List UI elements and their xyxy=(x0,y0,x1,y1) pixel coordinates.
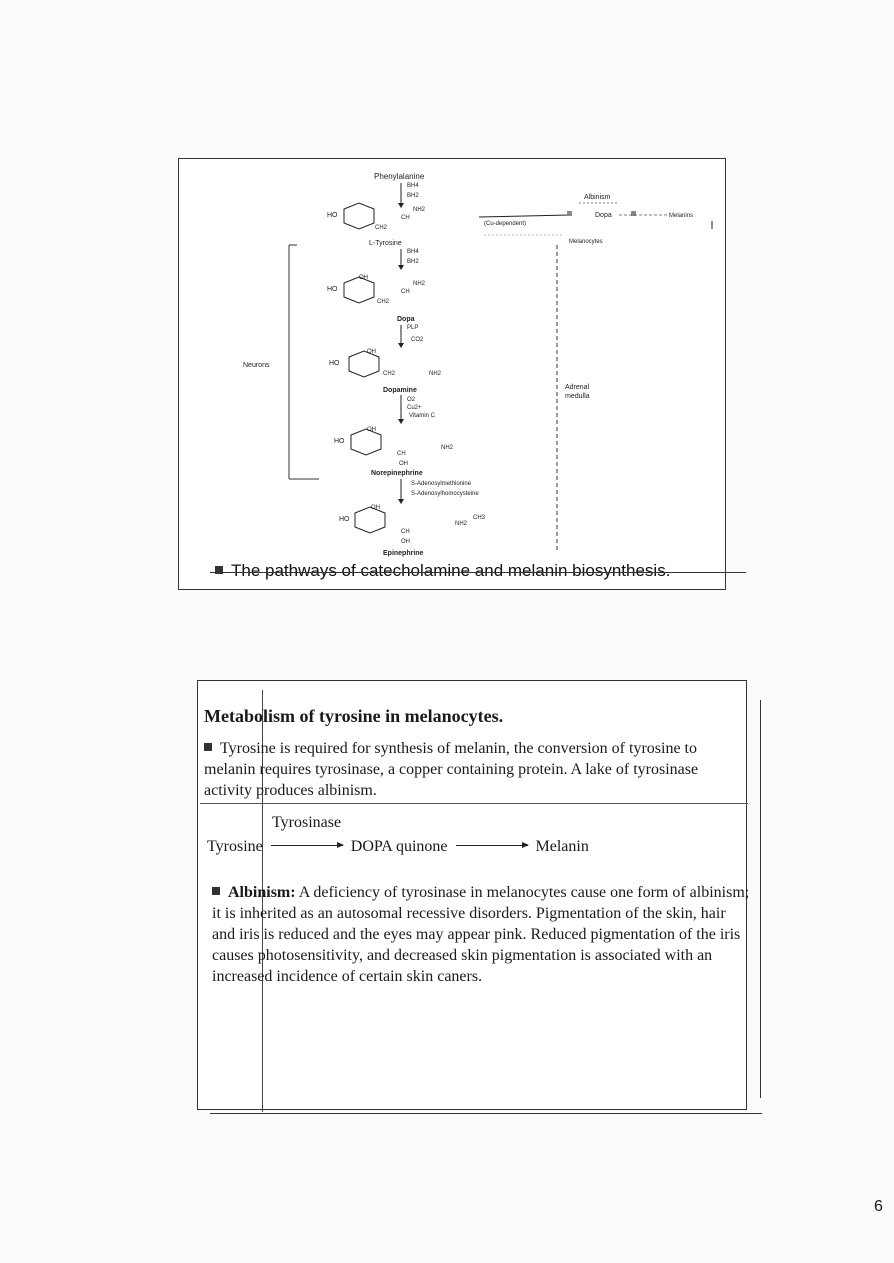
label-norepinephrine: Norepinephrine xyxy=(371,470,423,477)
paragraph-albinism xyxy=(212,882,752,987)
benzene-ring-5 xyxy=(355,507,385,533)
reaction-intermediate: DOPA quinone xyxy=(350,838,448,855)
label-bh2-1: BH2 xyxy=(407,193,419,199)
label-melanocytes: Melanocytes xyxy=(569,239,603,245)
paragraph2-text: A deficiency of tyrosinase in melanocytes cause one form of albinism; it is inherited as an autosomal recessive disorders. Pigmentation of the skin, hair and iris is reduced and the eyes may appear pink. Reduced pigmentation of the iris causes photosensitivity, and decreased skin pigmentation is associated with an increased incidence of certain skin caners. xyxy=(212,884,750,985)
caption-text: The pathways of catecholamine and melanin biosynthesis. xyxy=(231,561,671,580)
label-ho-5: HO xyxy=(339,516,350,523)
label-bh2-2: BH2 xyxy=(407,259,419,265)
label-nh2-3: NH2 xyxy=(429,371,442,377)
label-ch-1: CH xyxy=(401,215,410,221)
benzene-ring-1 xyxy=(344,203,374,229)
label-dopa: Dopa xyxy=(397,316,415,323)
paragraph1-text: Tyrosine is required for synthesis of melanin, the conversion of tyrosine to melanin requires tyrosinase, a copper containing protein. A lake of tyrosinase activity produces albinism. xyxy=(204,740,699,799)
label-co2: CO2 xyxy=(411,337,424,343)
label-oh-epi: OH xyxy=(371,505,380,511)
label-oh-dopamine: OH xyxy=(367,349,376,355)
label-oh-norepi-2: OH xyxy=(399,461,408,467)
label-sam: S-Adenosylmethionine xyxy=(411,481,472,487)
label-neurons: Neurons xyxy=(243,362,270,369)
label-sah: S-Adenosylhomocysteine xyxy=(411,491,479,497)
label-nh2-1: NH2 xyxy=(413,207,426,213)
label-bh4-1: BH4 xyxy=(407,183,419,189)
label-dopa-right: Dopa xyxy=(595,212,612,219)
label-epinephrine: Epinephrine xyxy=(383,550,424,557)
label-cu-dependent: (Cu-dependent) xyxy=(484,221,527,227)
label-adrenal: Adrenal xyxy=(565,384,590,391)
catecholamine-pathway-diagram xyxy=(179,159,727,559)
label-medulla: medulla xyxy=(565,393,590,400)
label-ho-1: HO xyxy=(327,212,338,219)
label-oh-dopa: OH xyxy=(359,275,368,281)
figure-caption xyxy=(215,561,670,581)
label-cu2: Cu2+ xyxy=(407,405,422,411)
caption-rule xyxy=(210,572,746,573)
label-l-tyrosine: L-Tyrosine xyxy=(369,240,402,247)
label-ch-2: CH xyxy=(401,289,410,295)
label-oh-norepi: OH xyxy=(367,427,376,433)
label-ch2-1: CH2 xyxy=(375,225,388,231)
label-ch2-2: CH2 xyxy=(377,299,390,305)
reaction-substrate: Tyrosine xyxy=(207,838,263,855)
label-nh-epi: NH2 xyxy=(455,521,468,527)
label-plp: PLP xyxy=(407,325,419,331)
label-o2: O2 xyxy=(407,397,416,403)
label-melanins: Melanins xyxy=(669,213,694,219)
label-albinism: Albinism xyxy=(584,194,611,201)
reaction-product: Melanin xyxy=(535,838,589,855)
benzene-ring-4 xyxy=(351,429,381,455)
label-nh2-2: NH2 xyxy=(413,281,426,287)
label-ch3-epi: CH3 xyxy=(473,515,486,521)
enzyme-label: Tyrosinase xyxy=(272,814,342,831)
label-oh-epi-2: OH xyxy=(401,539,410,545)
label-ho-3: HO xyxy=(329,360,340,367)
reaction-arrow-2 xyxy=(456,845,528,846)
reaction-arrow-1 xyxy=(271,845,343,846)
label-phenylalanine: Phenylalanine xyxy=(374,172,425,181)
pathway-slide xyxy=(178,158,726,590)
label-dopamine: Dopamine xyxy=(383,387,417,394)
reaction-equation xyxy=(207,838,589,856)
slide2-right-border xyxy=(760,700,761,1098)
label-ho-4: HO xyxy=(334,438,345,445)
page-number: 6 xyxy=(874,1198,883,1215)
bullet-square-icon xyxy=(204,743,212,751)
separator-line xyxy=(200,803,748,804)
label-ho-2: HO xyxy=(327,286,338,293)
slide2-bottom-border xyxy=(210,1113,762,1114)
label-nh2-4: NH2 xyxy=(441,445,454,451)
paragraph-tyrosine xyxy=(204,738,744,801)
bullet-square-icon xyxy=(212,887,220,895)
slide-title: Metabolism of tyrosine in melanocytes. xyxy=(204,706,504,726)
label-vitamin-c: Vitamin C xyxy=(409,413,435,419)
label-ch-norepi: CH xyxy=(397,451,406,457)
label-bh4-2: BH4 xyxy=(407,249,419,255)
albinism-heading: Albinism: xyxy=(228,884,296,901)
label-ch-epi: CH xyxy=(401,529,410,535)
label-ch2-3: CH2 xyxy=(383,371,396,377)
benzene-ring-3 xyxy=(349,351,379,377)
